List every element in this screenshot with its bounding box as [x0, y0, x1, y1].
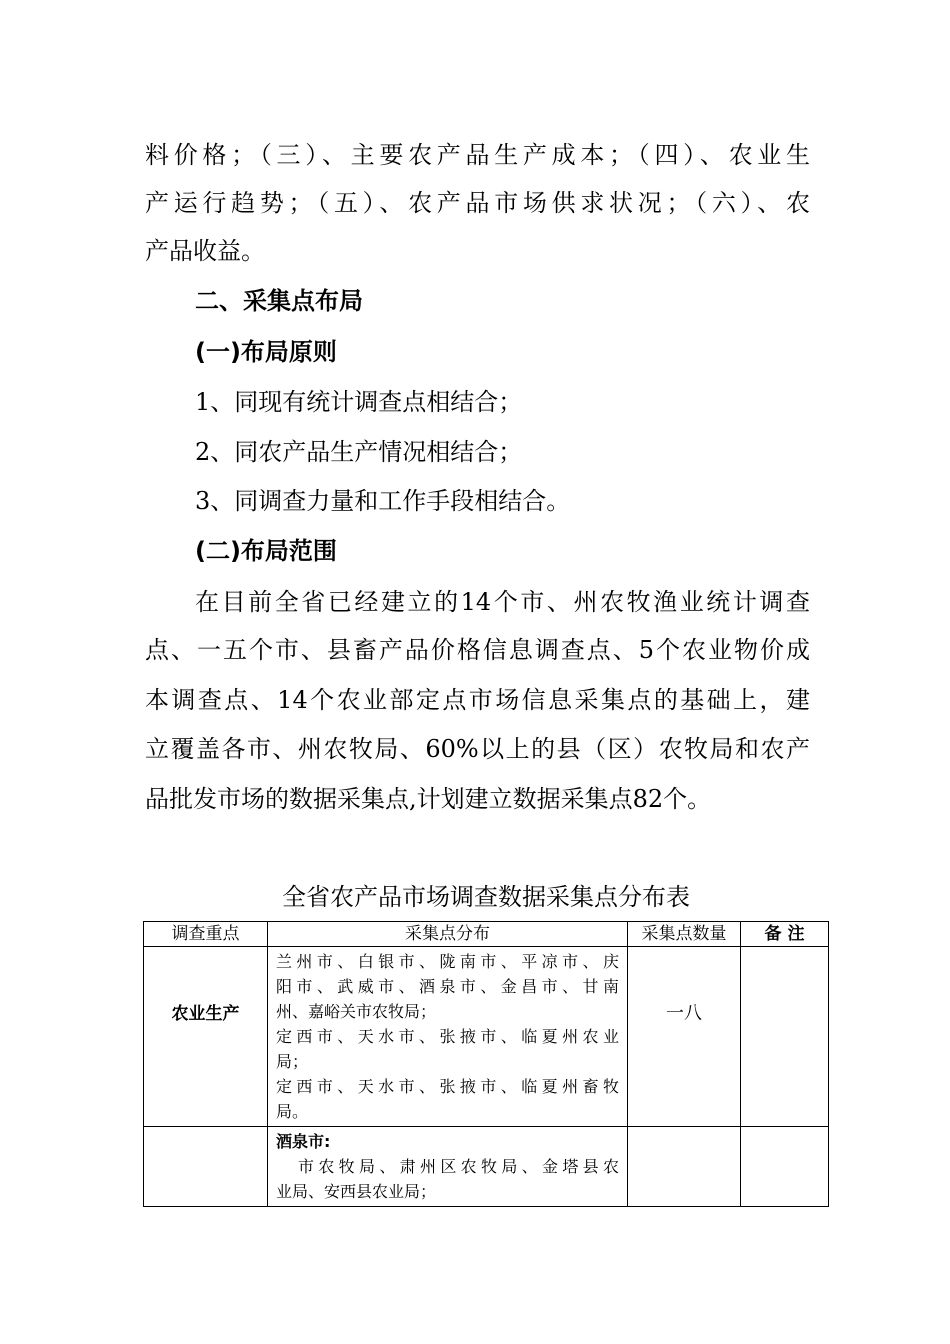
scope-line-1: 在目前全省已经建立的14个市、州农牧渔业统计调查	[195, 588, 810, 616]
intro-line-1: 料价格；（三）、主要农产品生产成本；（四）、农业生	[145, 141, 810, 169]
row-note	[741, 947, 829, 1127]
scope-line-3: 本调查点、14个农业部定点市场信息采集点的基础上，建	[145, 686, 810, 714]
row-count: 一八	[628, 947, 741, 1127]
header-note: 备 注	[741, 922, 829, 947]
principle-item-1: 1、同现有统计调查点相结合；	[195, 388, 523, 416]
distribution-line: 定西市、天水市、张掖市、临夏州农业	[276, 1027, 619, 1046]
distribution-line: 市农牧局、肃州区农牧局、金塔县农	[298, 1157, 619, 1176]
row-focus	[144, 1127, 268, 1207]
intro-line-2: 产运行趋势；（五）、农产品市场供求状况；（六）、农	[145, 189, 810, 217]
scope-line-4: 立覆盖各市、州农牧局、60%以上的县（区）农牧局和农产	[145, 735, 810, 763]
city-heading: 酒泉市:	[276, 1132, 331, 1151]
intro-line-3: 产品收益。	[145, 237, 265, 265]
table-title: 全省农产品市场调查数据采集点分布表	[282, 883, 690, 911]
table-header-row	[144, 922, 829, 947]
section-heading: 二、采集点布局	[195, 287, 363, 315]
header-distribution: 采集点分布	[268, 922, 628, 947]
subsection-heading-principles: (一)布局原则	[195, 338, 337, 366]
row-note	[741, 1127, 829, 1207]
scope-line-5: 品批发市场的数据采集点,计划建立数据采集点82个。	[145, 785, 712, 813]
row-focus: 农业生产	[144, 947, 268, 1127]
table-row	[144, 1127, 829, 1207]
row-distribution	[268, 1127, 628, 1207]
distribution-line: 局。	[276, 1102, 309, 1121]
subsection-heading-scope: (二)布局范围	[195, 537, 337, 565]
row-count	[628, 1127, 741, 1207]
distribution-line: 局；	[276, 1052, 309, 1071]
distribution-line: 州、嘉峪关市农牧局；	[276, 1002, 437, 1021]
scope-line-2: 点、一五个市、县畜产品价格信息调查点、5个农业物价成	[145, 636, 810, 664]
row-distribution	[268, 947, 628, 1127]
distribution-line: 定西市、天水市、张掖市、临夏州畜牧	[276, 1077, 619, 1096]
principle-item-3: 3、同调查力量和工作手段相结合。	[195, 487, 571, 515]
header-focus: 调查重点	[144, 922, 268, 947]
table-row	[144, 947, 829, 1127]
distribution-line: 业局、安西县农业局；	[276, 1182, 437, 1201]
header-count: 采集点数量	[628, 922, 741, 947]
distribution-line: 阳市、武威市、酒泉市、金昌市、甘南	[276, 977, 619, 996]
principle-item-2: 2、同农产品生产情况相结合；	[195, 438, 523, 466]
distribution-table	[143, 921, 829, 1207]
distribution-line: 兰州市、白银市、陇南市、平凉市、庆	[276, 952, 619, 971]
